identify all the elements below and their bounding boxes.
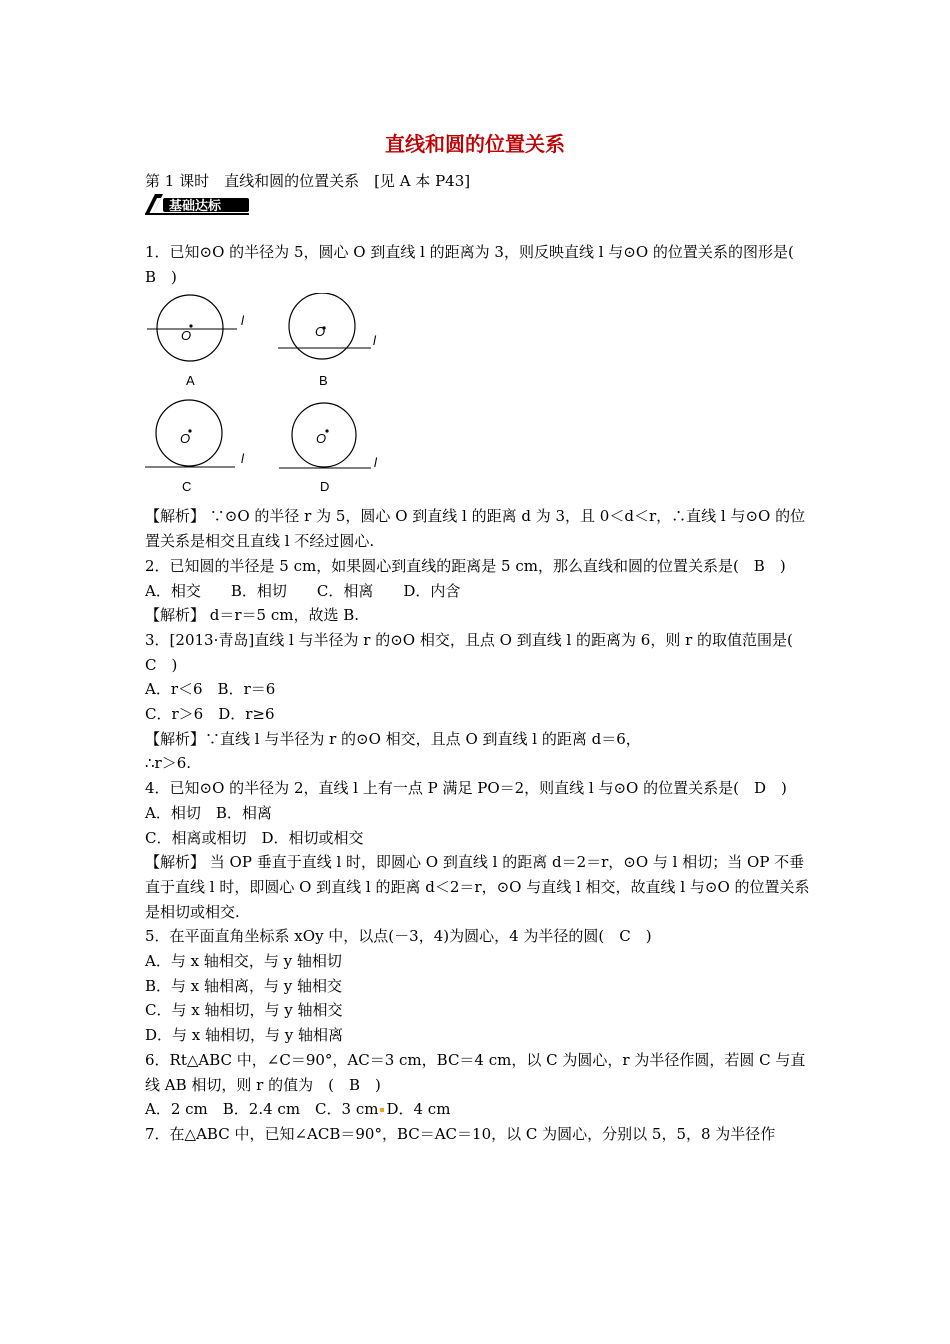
basic-level-badge <box>143 192 251 216</box>
q1-stem: 1．已知⊙O 的半径为 5，圆心 O 到直线 l 的距离为 3，则反映直线 l 与⊙O 的位置关系的图形是( B ) <box>145 243 809 286</box>
q5-option-d: D．与 x 轴相切，与 y 轴相离 <box>145 1026 344 1045</box>
q1-center-label-b: O <box>315 324 326 340</box>
q3-options-row1: A．r＜6 B．r＝6 <box>145 680 276 699</box>
q1-option-d-label: D <box>320 479 330 495</box>
q1-option-d-diagram <box>279 403 378 494</box>
q1-option-b-label: B <box>319 373 328 389</box>
q2-options: A．相交 B．相切 C．相离 D．内含 <box>145 581 461 600</box>
page-title: 直线和圆的位置关系 <box>385 132 565 156</box>
orange-dot-mark <box>380 1108 384 1112</box>
q3-analysis-line1: 【解析】∵直线 l 与半径为 r 的⊙O 相交，且点 O 到直线 l 的距离 d＝6， <box>145 729 641 748</box>
q3-options-row2: C．r＞6 D．r≥6 <box>145 705 275 724</box>
q1-option-c-diagram <box>145 400 245 494</box>
q6-stem: 6．Rt△ABC 中，∠C＝90°，AC＝3 cm，BC＝4 cm，以 C 为圆心，r 为半径作圆，若圆 C 与直线 AB 相切，则 r 的值为 ( B ) <box>145 1050 806 1094</box>
q1-option-a-label: A <box>186 373 195 389</box>
q5-option-b: B．与 x 轴相离，与 y 轴相交 <box>145 976 343 995</box>
q2-analysis: 【解析】 d＝r＝5 cm，故选 B. <box>145 606 360 625</box>
q7-stem: 7．在△ABC 中，已知∠ACB＝90°，BC＝AC＝10，以 C 为圆心，分别以 5，5，8 为半径作 <box>145 1124 776 1143</box>
q4-stem: 4．已知⊙O 的半径为 2，直线 l 上有一点 P 满足 PO＝2，则直线 l 与⊙O 的位置关系是( D ) <box>145 779 787 798</box>
q1-line-label-a: l <box>241 313 244 329</box>
q6-options-a: A．2 cm B．2.4 cm C．3 cm <box>145 1100 379 1119</box>
q1-option-a-diagram <box>147 295 245 388</box>
q1-line-label-d: l <box>374 455 377 471</box>
q3-stem: 3．[2013·青岛]直线 l 与半径为 r 的⊙O 相交，且点 O 到直线 l 的距离为 6，则 r 的取值范围是( C ) <box>145 630 808 674</box>
q1-analysis: 【解析】 ∵⊙O 的半径 r 为 5，圆心 O 到直线 l 的距离 d 为 3，且 0＜d＜r，∴直线 l 与⊙O 的位置关系是相交且直线 l 不经过圆心. <box>145 507 806 551</box>
q1-line-label-b: l <box>373 333 376 349</box>
q4-options-row1: A．相切 B．相离 <box>145 803 272 822</box>
q1-center-label-c: O <box>180 431 191 447</box>
q1-option-b-diagram <box>278 293 377 388</box>
q6-options-b: D．4 cm <box>386 1100 451 1119</box>
q2-stem: 2．已知圆的半径是 5 cm，如果圆心到直线的距离是 5 cm，那么直线和圆的位置关系是( B ) <box>145 556 786 575</box>
badge-label: 基础达标 <box>169 199 222 214</box>
q4-options-row2: C．相离或相切 D．相切或相交 <box>145 828 364 847</box>
q4-analysis: 【解析】 当 OP 垂直于直线 l 时，即圆心 O 到直线 l 的距离 d＝2＝r，⊙O 与 l 相切；当 OP 不垂直于直线 l 时，即圆心 O 到直线 l 的距离 d＜2＝r，⊙O 与直线 l 相交，故直线 l 与⊙O 的位置关系是相切或相交. <box>145 853 810 921</box>
q1-center-label-a: O <box>181 328 192 344</box>
q1-line-label-c: l <box>241 451 244 467</box>
q6-options <box>145 1097 810 1122</box>
q5-stem: 5．在平面直角坐标系 xOy 中，以点(－3，4)为圆心，4 为半径的圆( C ) <box>145 927 652 946</box>
q1-option-c-label: C <box>182 479 192 495</box>
lesson-heading: 第 1 课时 直线和圆的位置关系 [见 A 本 P43] <box>145 172 471 190</box>
q1-figure <box>145 293 385 498</box>
q1-center-label-d: O <box>316 431 327 447</box>
q5-option-c: C．与 x 轴相切，与 y 轴相交 <box>145 1001 343 1020</box>
exercise-content <box>145 240 810 1147</box>
q5-option-a: A．与 x 轴相交，与 y 轴相切 <box>145 952 342 971</box>
q3-analysis-line2: ∴r＞6. <box>145 754 192 773</box>
